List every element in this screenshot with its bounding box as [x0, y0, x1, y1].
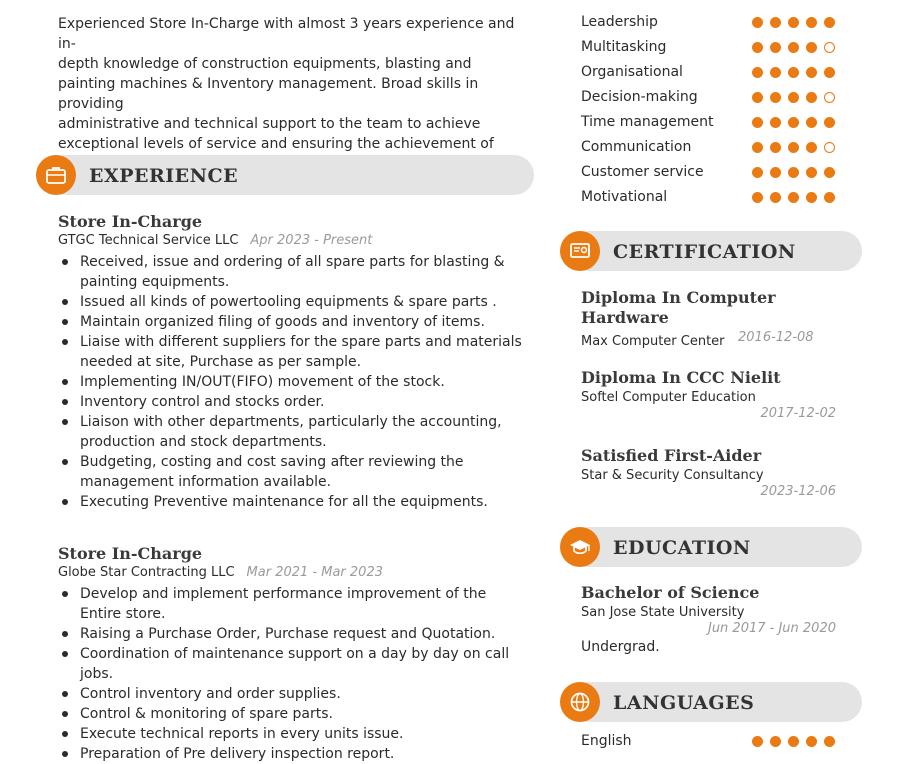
- rating-dot-filled: [806, 192, 817, 203]
- list-item: Raising a Purchase Order, Purchase request and Quotation.: [58, 624, 528, 644]
- certification-date: 2017-12-02: [760, 406, 836, 421]
- rating-dot-filled: [752, 192, 763, 203]
- list-item: Control & monitoring of spare parts.: [58, 704, 528, 724]
- rating-dot-filled: [824, 736, 835, 747]
- rating-dot-filled: [770, 117, 781, 128]
- rating-dot-filled: [770, 167, 781, 178]
- job-duties-list: [58, 252, 528, 512]
- list-item: Maintain organized filing of goods and inventory of items.: [58, 312, 528, 332]
- rating-dot-filled: [770, 736, 781, 747]
- experience-item: [58, 544, 528, 764]
- skill-item: [581, 64, 851, 89]
- certification-item: [581, 446, 836, 499]
- education-dates: Jun 2017 - Jun 2020: [707, 621, 836, 636]
- globe-icon: [560, 682, 600, 722]
- employer-line: [58, 565, 528, 580]
- degree-title: Bachelor of Science: [581, 583, 760, 602]
- rating-dot-filled: [788, 67, 799, 78]
- job-dates: Apr 2023 - Present: [250, 233, 373, 248]
- rating-dot-filled: [770, 67, 781, 78]
- languages-section-title: LANGUAGES: [613, 692, 755, 714]
- skill-name: Leadership: [581, 14, 658, 30]
- rating-dots: [752, 736, 842, 747]
- skill-item: [581, 139, 851, 164]
- rating-dots: [752, 117, 842, 128]
- skill-name: Multitasking: [581, 39, 667, 55]
- skill-item: [581, 39, 851, 64]
- rating-dots: [752, 167, 842, 178]
- skill-item: [581, 14, 851, 39]
- list-item: Implementing IN/OUT(FIFO) movement of the stock.: [58, 372, 528, 392]
- rating-dot-filled: [752, 117, 763, 128]
- language-item: [581, 733, 851, 758]
- certification-item: [581, 368, 836, 421]
- rating-dots: [752, 42, 842, 53]
- language-name: English: [581, 733, 632, 749]
- rating-dot-filled: [788, 167, 799, 178]
- list-item: Inventory control and stocks order.: [58, 392, 528, 412]
- rating-dot-filled: [824, 167, 835, 178]
- rating-dot-filled: [770, 42, 781, 53]
- job-title: Store In-Charge: [58, 212, 203, 231]
- skill-item: [581, 189, 851, 214]
- rating-dot-filled: [788, 92, 799, 103]
- graduation-cap-icon: [560, 527, 600, 567]
- school-name: San Jose State University: [581, 605, 745, 620]
- rating-dot-filled: [806, 736, 817, 747]
- rating-dots: [752, 67, 842, 78]
- certification-section-title: CERTIFICATION: [613, 241, 796, 263]
- rating-dots: [752, 92, 842, 103]
- rating-dot-filled: [752, 736, 763, 747]
- rating-dot-filled: [824, 117, 835, 128]
- employer-name: GTGC Technical Service LLC: [58, 233, 239, 248]
- rating-dots: [752, 17, 842, 28]
- list-item: Execute technical reports in every units issue.: [58, 724, 528, 744]
- rating-dot-filled: [770, 192, 781, 203]
- skill-name: Communication: [581, 139, 692, 155]
- skill-name: Customer service: [581, 164, 704, 180]
- rating-dot-filled: [806, 42, 817, 53]
- rating-dot-filled: [788, 117, 799, 128]
- list-item: Executing Preventive maintenance for all the equipments.: [58, 492, 528, 512]
- certification-title: Satisfied First-Aider: [581, 446, 762, 465]
- rating-dot-filled: [806, 142, 817, 153]
- rating-dot-empty: [824, 92, 835, 103]
- rating-dot-filled: [824, 67, 835, 78]
- skill-name: Decision-making: [581, 89, 698, 105]
- rating-dot-filled: [752, 67, 763, 78]
- skill-name: Time management: [581, 114, 714, 130]
- rating-dot-filled: [788, 142, 799, 153]
- experience-section-title: EXPERIENCE: [89, 165, 239, 187]
- job-dates: Mar 2021 - Mar 2023: [246, 565, 383, 580]
- rating-dots: [752, 142, 842, 153]
- list-item: Budgeting, costing and cost saving after reviewing the management information available.: [58, 452, 528, 492]
- employer-name: Globe Star Contracting LLC: [58, 565, 235, 580]
- education-note: Undergrad.: [581, 639, 660, 655]
- education-section-header: [560, 527, 862, 567]
- list-item: Liaise with different suppliers for the spare parts and materials needed at site, Purchase as per sample.: [58, 332, 528, 372]
- rating-dot-filled: [806, 92, 817, 103]
- rating-dot-filled: [788, 17, 799, 28]
- list-item: Liaison with other departments, particularly the accounting, production and stock departments.: [58, 412, 528, 452]
- rating-dot-filled: [770, 142, 781, 153]
- rating-dot-filled: [752, 167, 763, 178]
- languages-section-header: [560, 682, 862, 722]
- certification-section-header: [560, 231, 862, 271]
- rating-dot-filled: [806, 117, 817, 128]
- rating-dot-filled: [770, 17, 781, 28]
- list-item: Preparation of Pre delivery inspection report.: [58, 744, 528, 764]
- experience-item: [58, 212, 528, 512]
- job-duties-list: [58, 584, 528, 764]
- rating-dot-filled: [788, 192, 799, 203]
- rating-dot-empty: [824, 42, 835, 53]
- briefcase-icon: [36, 155, 76, 195]
- employer-line: [58, 233, 528, 248]
- certification-org: Star & Security Consultancy: [581, 468, 764, 483]
- list-item: Develop and implement performance improvement of the Entire store.: [58, 584, 528, 624]
- list-item: Control inventory and order supplies.: [58, 684, 528, 704]
- rating-dot-filled: [752, 17, 763, 28]
- rating-dots: [752, 192, 842, 203]
- skill-name: Motivational: [581, 189, 668, 205]
- certification-item: [581, 288, 836, 348]
- list-item: Received, issue and ordering of all spare parts for blasting & painting equipments.: [58, 252, 528, 292]
- certification-title: Diploma In CCC Nielit: [581, 368, 781, 387]
- rating-dot-filled: [824, 17, 835, 28]
- profile-summary: Experienced Store In-Charge with almost 3 years experience and in- depth knowledge of construction equipments, blasting and painting machines & Inventory management. Broad skills in providing administrative and technical support to the team to achieve exceptional levels of service and ensuring the achievement of: [58, 16, 515, 152]
- job-title: Store In-Charge: [58, 544, 203, 563]
- certification-date: 2023-12-06: [760, 484, 836, 499]
- rating-dot-filled: [788, 42, 799, 53]
- skill-item: [581, 114, 851, 139]
- certificate-icon: [560, 231, 600, 271]
- rating-dot-filled: [788, 736, 799, 747]
- skill-name: Organisational: [581, 64, 683, 80]
- rating-dot-filled: [752, 142, 763, 153]
- rating-dot-filled: [824, 192, 835, 203]
- education-section-title: EDUCATION: [613, 537, 751, 559]
- certification-meta: [581, 330, 836, 348]
- skill-item: [581, 89, 851, 114]
- rating-dot-filled: [806, 167, 817, 178]
- rating-dot-filled: [752, 42, 763, 53]
- rating-dot-filled: [752, 92, 763, 103]
- experience-section-header: [36, 155, 534, 195]
- rating-dot-filled: [770, 92, 781, 103]
- certification-title-continued: Hardware: [581, 308, 669, 327]
- rating-dot-filled: [806, 67, 817, 78]
- list-item: Issued all kinds of powertooling equipments & spare parts .: [58, 292, 528, 312]
- certification-date: 2016-12-08: [738, 330, 814, 345]
- education-item: [581, 583, 836, 655]
- certification-title: Diploma In Computer: [581, 288, 776, 307]
- skill-item: [581, 164, 851, 189]
- rating-dot-empty: [824, 142, 835, 153]
- certification-org: Softel Computer Education: [581, 390, 756, 405]
- list-item: Coordination of maintenance support on a day by day on call jobs.: [58, 644, 528, 684]
- certification-org: Max Computer Center: [581, 334, 725, 349]
- rating-dot-filled: [806, 17, 817, 28]
